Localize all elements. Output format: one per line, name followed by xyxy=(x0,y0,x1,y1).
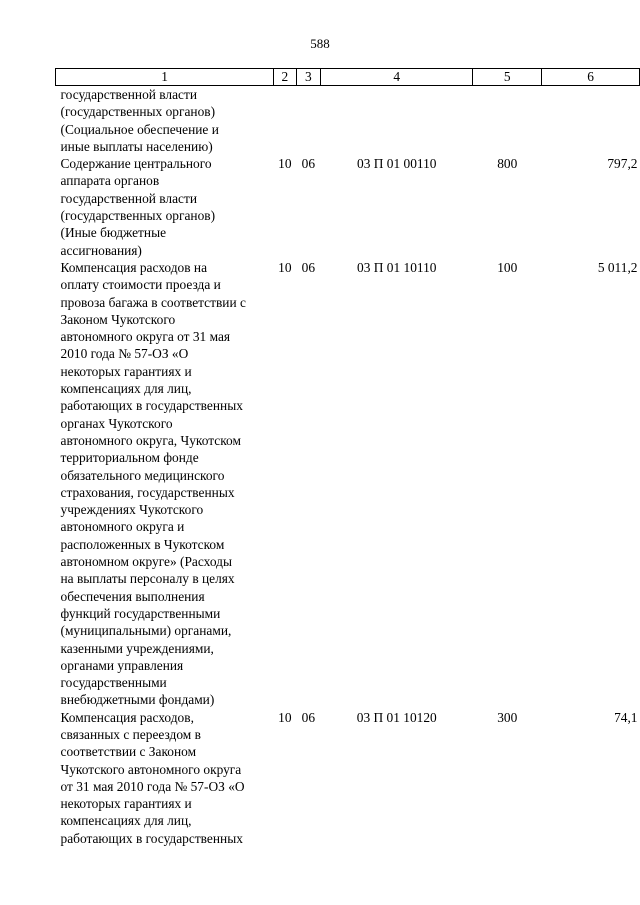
table-row xyxy=(56,259,640,709)
table-body xyxy=(56,86,640,848)
amount: 797,2 xyxy=(607,156,638,172)
header-col-2: 2 xyxy=(274,69,297,86)
section-code xyxy=(274,86,297,156)
table-header xyxy=(56,69,640,86)
section-code: 10 xyxy=(278,156,292,172)
header-col-1: 1 xyxy=(56,69,274,86)
budget-table xyxy=(55,68,640,847)
expense-type-code: 300 xyxy=(497,709,518,725)
amount: 74,1 xyxy=(614,709,638,725)
expense-name: Компенсация расходов, связанных с переездом в соответствии с Законом Чукотского автономного округа от 31 мая 2010 года № 57-ОЗ «О некоторых гарантиях и компенсациях для лиц, работающих в государственных xyxy=(60,709,245,846)
section-code: 10 xyxy=(278,709,292,725)
table-row xyxy=(56,86,640,156)
subsection-code: 06 xyxy=(301,709,316,725)
target-article-code xyxy=(321,86,473,156)
expense-type-code: 800 xyxy=(497,156,518,172)
amount xyxy=(542,86,640,156)
subsection-code: 06 xyxy=(301,156,316,172)
page-number: 588 xyxy=(310,36,330,51)
expense-name: Компенсация расходов на оплату стоимости проезда и провоза багажа в соответствии с Законом Чукотского автономного округа от 31 мая 2010 года № 57-ОЗ «О некоторых гарантиях и компенсациях для лиц, работающих в государственных органах Чукотского автономного округа, Чукотском территориальном фонде обязательного медицинского страхования, государственных учреждениях Чукотского автономного округа и расположенных в Чукотском автономном округе» (Расходы на выплаты персоналу в целях обеспечения выполнения функций государственными (муниципальными) органами, казенными учреждениями, органами управления государственными внебюджетными фондами) xyxy=(60,259,246,708)
header-col-6: 6 xyxy=(542,69,640,86)
subsection-code: 06 xyxy=(301,259,316,275)
amount: 5 011,2 xyxy=(597,259,638,275)
table-row xyxy=(56,709,640,847)
table-row xyxy=(56,155,640,259)
target-article-code: 03 П 01 10110 xyxy=(357,259,437,275)
section-code: 10 xyxy=(278,259,292,275)
header-row xyxy=(56,69,640,86)
expense-name: Содержание центрального аппарата органов государственной власти (государственных органов) (Иные бюджетные ассигнования) xyxy=(60,156,216,258)
target-article-code: 03 П 01 00110 xyxy=(357,156,437,172)
header-col-3: 3 xyxy=(296,69,320,86)
header-col-4: 4 xyxy=(321,69,473,86)
expense-type-code: 100 xyxy=(497,259,518,275)
subsection-code xyxy=(296,86,320,156)
target-article-code: 03 П 01 10120 xyxy=(356,709,437,725)
header-col-5: 5 xyxy=(473,69,542,86)
expense-type-code xyxy=(473,86,542,156)
expense-name: государственной власти (государственных органов) (Социальное обеспечение и иные выплаты населению) xyxy=(60,87,219,154)
